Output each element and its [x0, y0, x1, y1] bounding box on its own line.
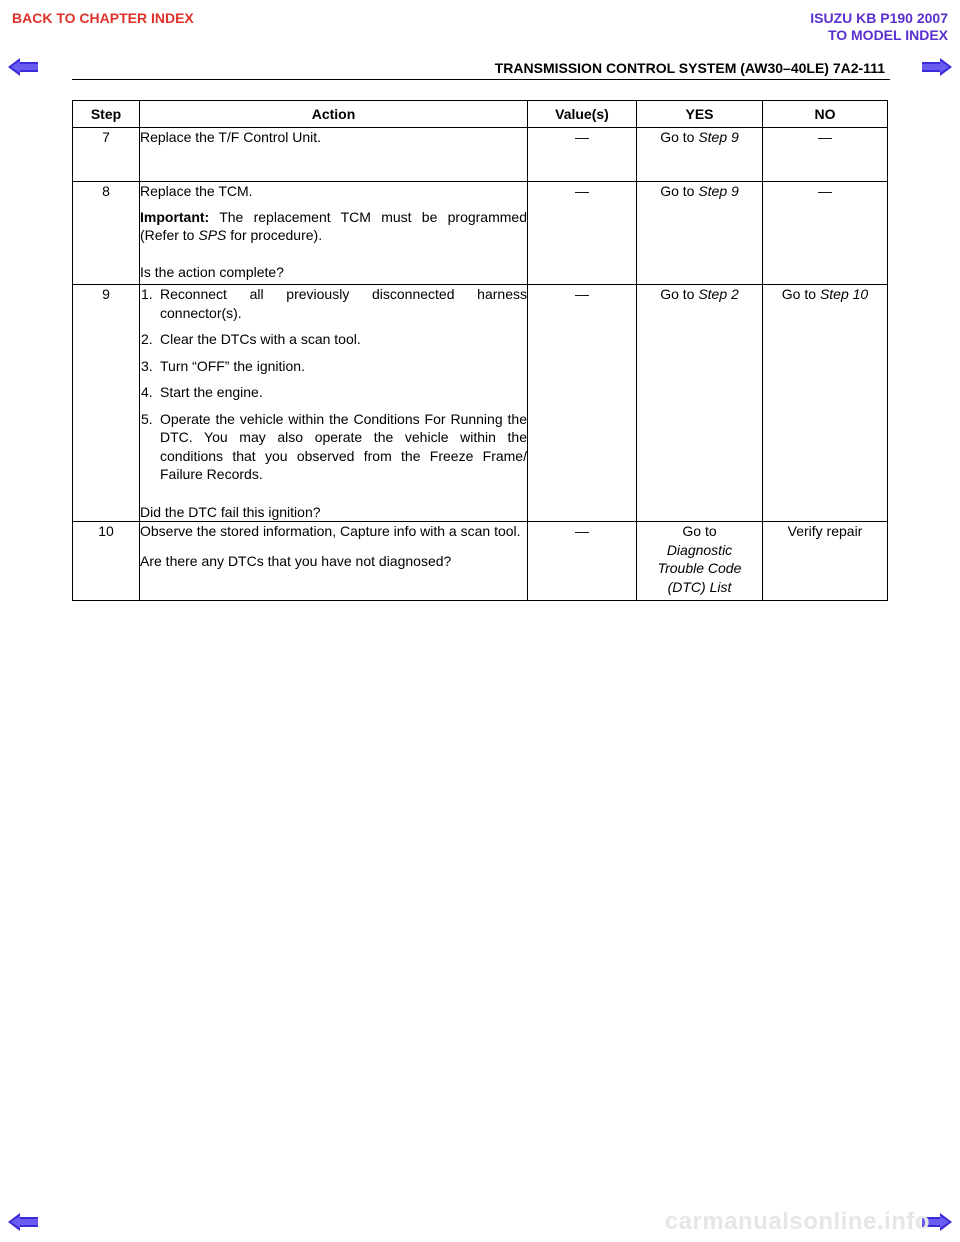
- no-step-link[interactable]: Step 10: [819, 286, 869, 302]
- header-divider: [72, 79, 890, 80]
- table-header-row: [73, 101, 888, 128]
- table-row: [73, 182, 888, 285]
- step-action: [140, 128, 528, 182]
- no-prefix: Go to: [781, 286, 820, 302]
- action-text: Replace the T/F Control Unit.: [140, 129, 322, 145]
- step-number: 10: [73, 522, 140, 601]
- important-suffix: for procedure).: [226, 227, 323, 243]
- table-row: [73, 128, 888, 182]
- table-row: [73, 285, 888, 522]
- step-number: 9: [73, 285, 140, 522]
- step-action: [140, 522, 528, 601]
- substep-list: [140, 285, 527, 484]
- step-value: —: [528, 182, 637, 285]
- step-action: [140, 285, 528, 522]
- yes-step-link[interactable]: Step 9: [698, 183, 739, 199]
- watermark: carmanualsonline.info: [664, 1208, 930, 1235]
- model-title-link[interactable]: ISUZU KB P190 2007: [810, 10, 948, 26]
- yes-prefix: Go to: [660, 129, 699, 145]
- back-to-chapter-index-link[interactable]: BACK TO CHAPTER INDEX: [12, 10, 194, 26]
- next-page-arrow-icon[interactable]: [920, 58, 952, 76]
- step-yes: [637, 285, 763, 522]
- important-text: The replacement TCM must be programmed (Refer to: [140, 208, 527, 243]
- list-item: 5. Operate the vehicle within the Conditions For Running the DTC. You may also operate the vehicle within the conditions that you observed from the Freeze Frame/ Failure Records.: [141, 410, 527, 482]
- action-text: Replace the TCM.: [140, 183, 253, 199]
- step-number: 7: [73, 128, 140, 182]
- yes-prefix: Go to: [660, 286, 699, 302]
- step-number: 8: [73, 182, 140, 285]
- action-question: Are there any DTCs that you have not diagnosed?: [140, 552, 452, 569]
- column-header-step: Step: [73, 101, 140, 128]
- list-item: 1. Reconnect all previously disconnected harness connector(s).: [141, 286, 527, 321]
- column-header-yes: YES: [637, 101, 763, 128]
- step-yes: [637, 182, 763, 285]
- step-action: [140, 182, 528, 285]
- action-question: Did the DTC fail this ignition?: [140, 503, 321, 520]
- dtc-list-link[interactable]: Diagnostic Trouble Code (DTC) List: [657, 541, 742, 595]
- step-yes: [637, 128, 763, 182]
- prev-page-arrow-icon[interactable]: [8, 58, 40, 76]
- page-header-title: TRANSMISSION CONTROL SYSTEM (AW30–40LE) 7A2-111: [494, 60, 885, 76]
- action-question: Is the action complete?: [140, 263, 284, 280]
- list-item: 3. Turn “OFF” the ignition.: [141, 357, 305, 374]
- table-row: [73, 522, 888, 601]
- step-no: —: [763, 128, 888, 182]
- step-no: Verify repair: [763, 522, 888, 601]
- yes-step-link[interactable]: Step 2: [698, 286, 739, 302]
- diagnostic-steps-table: [72, 100, 888, 601]
- step-no: —: [763, 182, 888, 285]
- yes-prefix: Go to: [682, 523, 717, 539]
- step-value: —: [528, 522, 637, 601]
- yes-step-link[interactable]: Step 9: [698, 129, 739, 145]
- step-value: —: [528, 128, 637, 182]
- step-yes: [637, 522, 763, 601]
- column-header-no: NO: [763, 101, 888, 128]
- action-text: Observe the stored information, Capture info with a scan tool.: [140, 523, 521, 539]
- sps-reference-link[interactable]: SPS: [198, 227, 227, 243]
- list-item: 4. Start the engine.: [141, 384, 263, 400]
- list-item: 2. Clear the DTCs with a scan tool.: [141, 331, 361, 347]
- important-label: Important:: [140, 208, 210, 225]
- to-model-index-link[interactable]: TO MODEL INDEX: [827, 27, 948, 43]
- important-note: [140, 208, 527, 245]
- step-value: —: [528, 285, 637, 522]
- step-no: [763, 285, 888, 522]
- column-header-values: Value(s): [528, 101, 637, 128]
- yes-prefix: Go to: [660, 183, 699, 199]
- prev-page-arrow-icon[interactable]: [8, 1213, 40, 1231]
- column-header-action: Action: [140, 101, 528, 128]
